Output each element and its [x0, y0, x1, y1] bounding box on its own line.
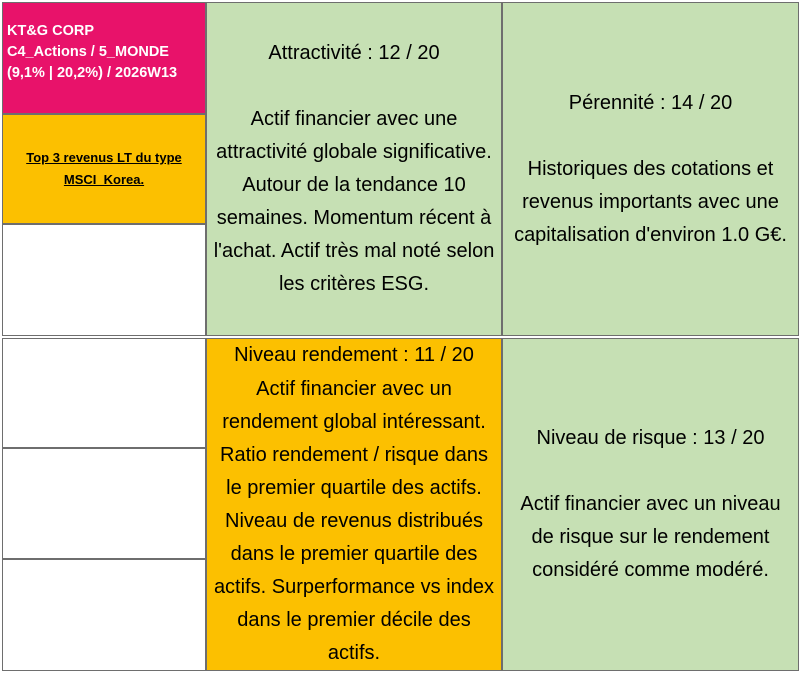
empty-cell-4 [2, 559, 206, 671]
perennite-text: Historiques des cotations et revenus importants avec une capitalisation d'environ 1.0 G€. [514, 157, 787, 246]
rendement-title: Niveau rendement : 11 / 20 [234, 344, 474, 366]
perennite-cell [502, 2, 799, 336]
perennite-title: Pérennité : 14 / 20 [568, 91, 733, 114]
company-header-cell [2, 2, 206, 114]
rendement-cell [206, 338, 502, 671]
empty-cell-3 [2, 448, 206, 559]
rendement-text: Actif financier avec un rendement global intéressant. Ratio rendement / risque dans le premier quartile des actifs. Niveau de revenus distribués dans le premier quartile des actifs. Surperformance vs index dans le premier décile des actifs. [213, 378, 495, 664]
top3-line1: Top 3 revenus LT du type [26, 150, 182, 165]
risque-title: Niveau de risque : 13 / 20 [536, 427, 765, 449]
empty-cell-1 [2, 224, 206, 336]
attractivite-title: Attractivité : 12 / 20 [268, 42, 440, 64]
risque-text: Actif financier avec un niveau de risque sur le rendement considéré comme modéré. [520, 493, 781, 581]
top3-cell [2, 114, 206, 224]
company-name: KT&G CORP [7, 23, 94, 39]
empty-cell-2 [2, 338, 206, 448]
attractivite-cell [206, 2, 502, 336]
risque-cell [502, 338, 799, 671]
attractivite-text: Actif financier avec une attractivité globale significative. Autour de la tendance 10 semaines. Momentum récent à l'achat. Actif très mal noté selon les critères ESG. [213, 108, 495, 295]
top3-line2: MSCI_Korea. [63, 172, 145, 187]
performance-week: (9,1% | 20,2%) / 2026W13 [7, 65, 178, 81]
asset-category: C4_Actions / 5_MONDE [7, 44, 169, 60]
